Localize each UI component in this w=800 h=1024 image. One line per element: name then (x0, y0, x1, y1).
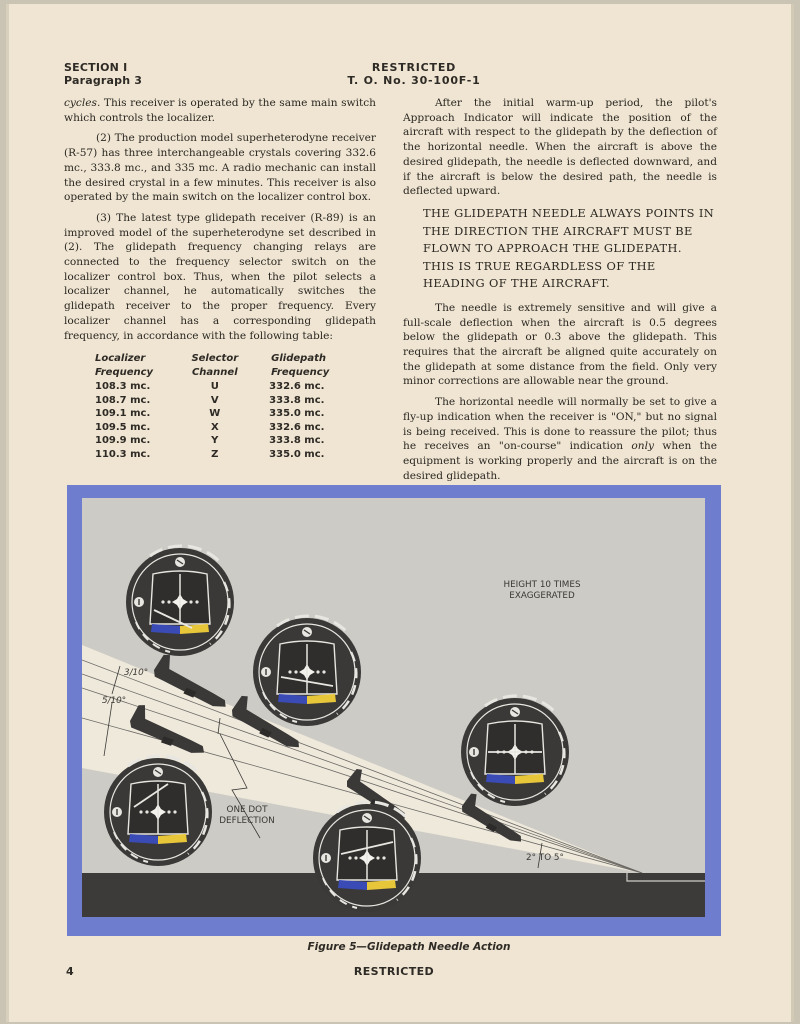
table-row: 110.3 mc. Z 335.0 mc. (95, 448, 325, 460)
glidepath-diagram (82, 498, 705, 917)
glidepath-illustration (82, 498, 705, 917)
italic-word: cycles. (64, 97, 101, 109)
caps-notice: THE GLIDEPATH NEEDLE ALWAYS POINTS IN THE DIRECTION THE AIRCRAFT MUST BE FLOWN TO APPROACH THE GLIDEPATH. THIS IS TRUE REGARDLESS OF THE HEADING OF THE AIRCRAFT. (423, 205, 715, 291)
instrument-fly-down (126, 546, 234, 656)
frequency-table (95, 352, 367, 461)
paragraph-approach-indicator: After the initial warm-up period, the pilot's Approach Indicator will indicate the position of the aircraft with respect to the glidepath by the deflection of the horizontal needle. When the aircraft is above the desired glidepath, the needle is deflected downward, and if the aircraft is below the desired path, the needle is deflected upward. (403, 97, 717, 198)
section-header (64, 61, 142, 87)
italic-word: only (631, 440, 654, 453)
paragraph-fly-up: The horizontal needle will normally be set to give a fly-up indication when the receiver is "ON," but no signal is being received. This is done to reassure the pilot; thus he receives an "on-course" indication only when the equipment is working properly and the aircraft is on the desired glidepath. (403, 396, 717, 482)
paragraph-r57: (2) The production model superheterodyne receiver (R-57) has three interchangeable crystals covering 332.6 mc., 333.8 mc., and 335 mc. A radio mechanic can install the desired crystal in a few minutes. This receiver is also operated by the main switch on the localizer control box. (64, 132, 376, 204)
glide-angle-label: 2° TO 5° (526, 853, 564, 863)
section-label: SECTION I (64, 61, 128, 74)
paragraph-r89: (3) The latest type glidepath receiver (R-89) is an improved model of the superheterodyne set described in (2). The glidepath frequency changing relays are connected to the frequency selector switch on the localizer control box. Thus, when the pilot selects a localizer channel, he automatically switches the glidepath receiver to the proper frequency. Every localizer channel has a corresponding glidepath frequency, in accordance with the following table: (64, 211, 376, 342)
page-number: 4 (66, 965, 74, 978)
left-column (64, 96, 376, 349)
paragraph-text: This receiver is operated by the same main switch which controls the localizer. (64, 97, 376, 124)
header-localizer: Localizer Frequency (95, 353, 154, 378)
instrument-slight-down (253, 616, 361, 726)
figure-caption: Figure 5—Glidepath Needle Action (307, 941, 511, 953)
right-column (403, 96, 717, 489)
height-note: HEIGHT 10 TIMES EXAGGERATED (503, 580, 581, 601)
paragraph-continued (64, 96, 376, 125)
header-selector: Selector Channel (191, 353, 239, 378)
instrument-on-course (461, 696, 569, 806)
figure-frame (67, 485, 721, 936)
classification-top: RESTRICTED (371, 61, 457, 74)
header-glidepath: Glidepath Frequency (271, 353, 330, 378)
classification-header (309, 61, 519, 87)
table-header-row (95, 352, 367, 380)
paragraph-label: Paragraph 3 (64, 74, 143, 87)
document-number: T. O. No. 30-100F-1 (347, 74, 481, 87)
paragraph-sensitivity: The needle is extremely sensitive and will give a full-scale deflection when the aircraft is 0.5 degrees below the glidepath or 0.3 above the glidepath. This requires that the aircraft be aligned quite accurately on the glidepath at some distance from the field. Only very minor corrections are allowable near the ground. (403, 301, 717, 388)
table-row: 109.1 mc. W 335.0 mc. (95, 408, 325, 419)
table-row: 108.3 mc. U 332.6 mc. (95, 381, 325, 392)
classification-footer: RESTRICTED (353, 965, 435, 978)
lower-angle-label: 5/10° (102, 696, 127, 706)
one-dot-deflection-label: ONE DOT DEFLECTION (219, 805, 275, 826)
table-row: 109.9 mc. Y 333.8 mc. (95, 435, 325, 446)
document-page (6, 4, 794, 1022)
table-row: 109.5 mc. X 332.6 mc. (95, 421, 325, 433)
upper-angle-label: 3/10° (124, 668, 149, 678)
table-row: 108.7 mc. V 333.8 mc. (95, 394, 325, 406)
